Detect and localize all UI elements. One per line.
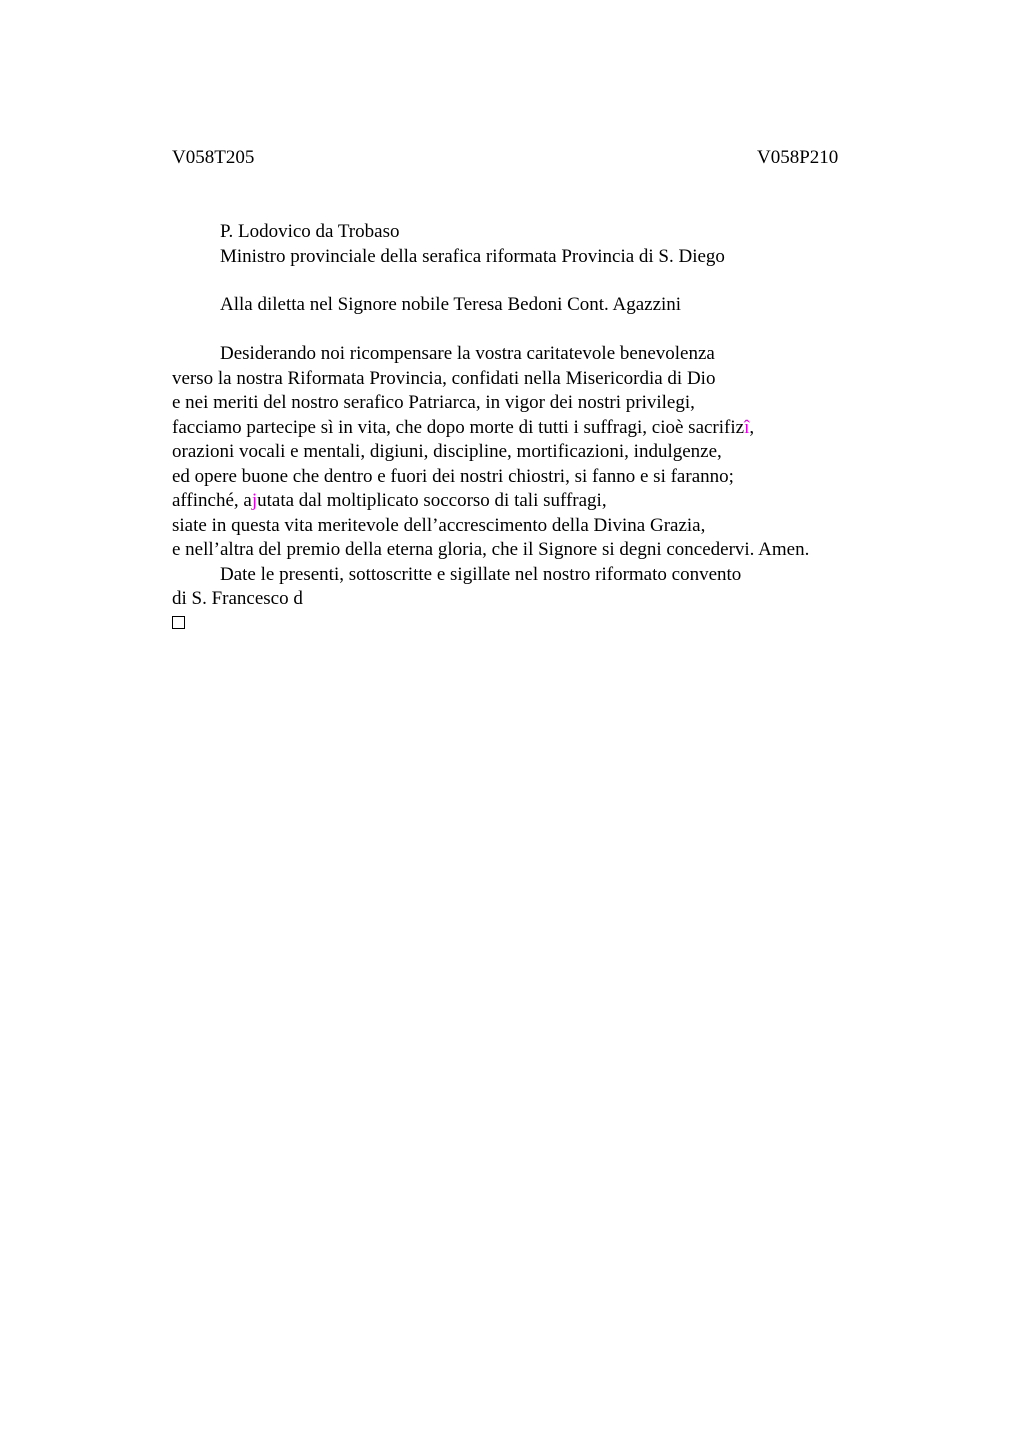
body-line (172, 489, 892, 514)
author-block (172, 220, 892, 269)
body-text-segment: , (749, 416, 755, 438)
body-line: di S. Francesco d (172, 588, 303, 609)
body-text-segment: facciamo partecipe sì in vita, che dopo morte di tutti i suffragi, cioè sacrifiz (172, 416, 745, 438)
empty-square-icon (172, 616, 185, 629)
body-line: siate in questa vita meritevole dell’accrescimento della Divina Grazia, (172, 514, 706, 536)
body-line: Desiderando noi ricompensare la vostra caritatevole benevolenza (220, 343, 715, 364)
end-marker-line (172, 612, 892, 637)
letter-body (172, 342, 892, 636)
body-line: Date le presenti, sottoscritte e sigillate nel nostro riformato convento (220, 563, 742, 585)
highlighted-character: j (251, 490, 258, 511)
body-line: verso la nostra Riformata Provincia, confidati nella Misericordia di Dio (172, 367, 716, 389)
header-left-code: V058T205 (172, 147, 255, 168)
author-title: Ministro provinciale della serafica riformata Provincia di S. Diego (220, 245, 725, 267)
body-text-segment: utata dal moltiplicato soccorso di tali suffragi, (257, 490, 607, 511)
body-line (172, 416, 892, 441)
highlighted-character: î (744, 416, 750, 438)
recipient-block (172, 293, 892, 318)
header-right-code: V058P210 (757, 147, 839, 168)
body-line: orazioni vocali e mentali, digiuni, discipline, mortificazioni, indulgenze, (172, 441, 722, 462)
recipient-line: Alla diletta nel Signore nobile Teresa Bedoni Cont. Agazzini (220, 294, 682, 315)
body-text-segment: affinché, a (172, 490, 252, 511)
body-line: ed opere buone che dentro e fuori dei nostri chiostri, si fanno e si faranno; (172, 465, 734, 487)
body-line: e nei meriti del nostro serafico Patriarca, in vigor dei nostri privilegi, (172, 392, 695, 413)
body-line: e nell’altra del premio della eterna gloria, che il Signore si degni concedervi. Amen. (172, 539, 810, 560)
author-name: P. Lodovico da Trobaso (220, 221, 400, 242)
